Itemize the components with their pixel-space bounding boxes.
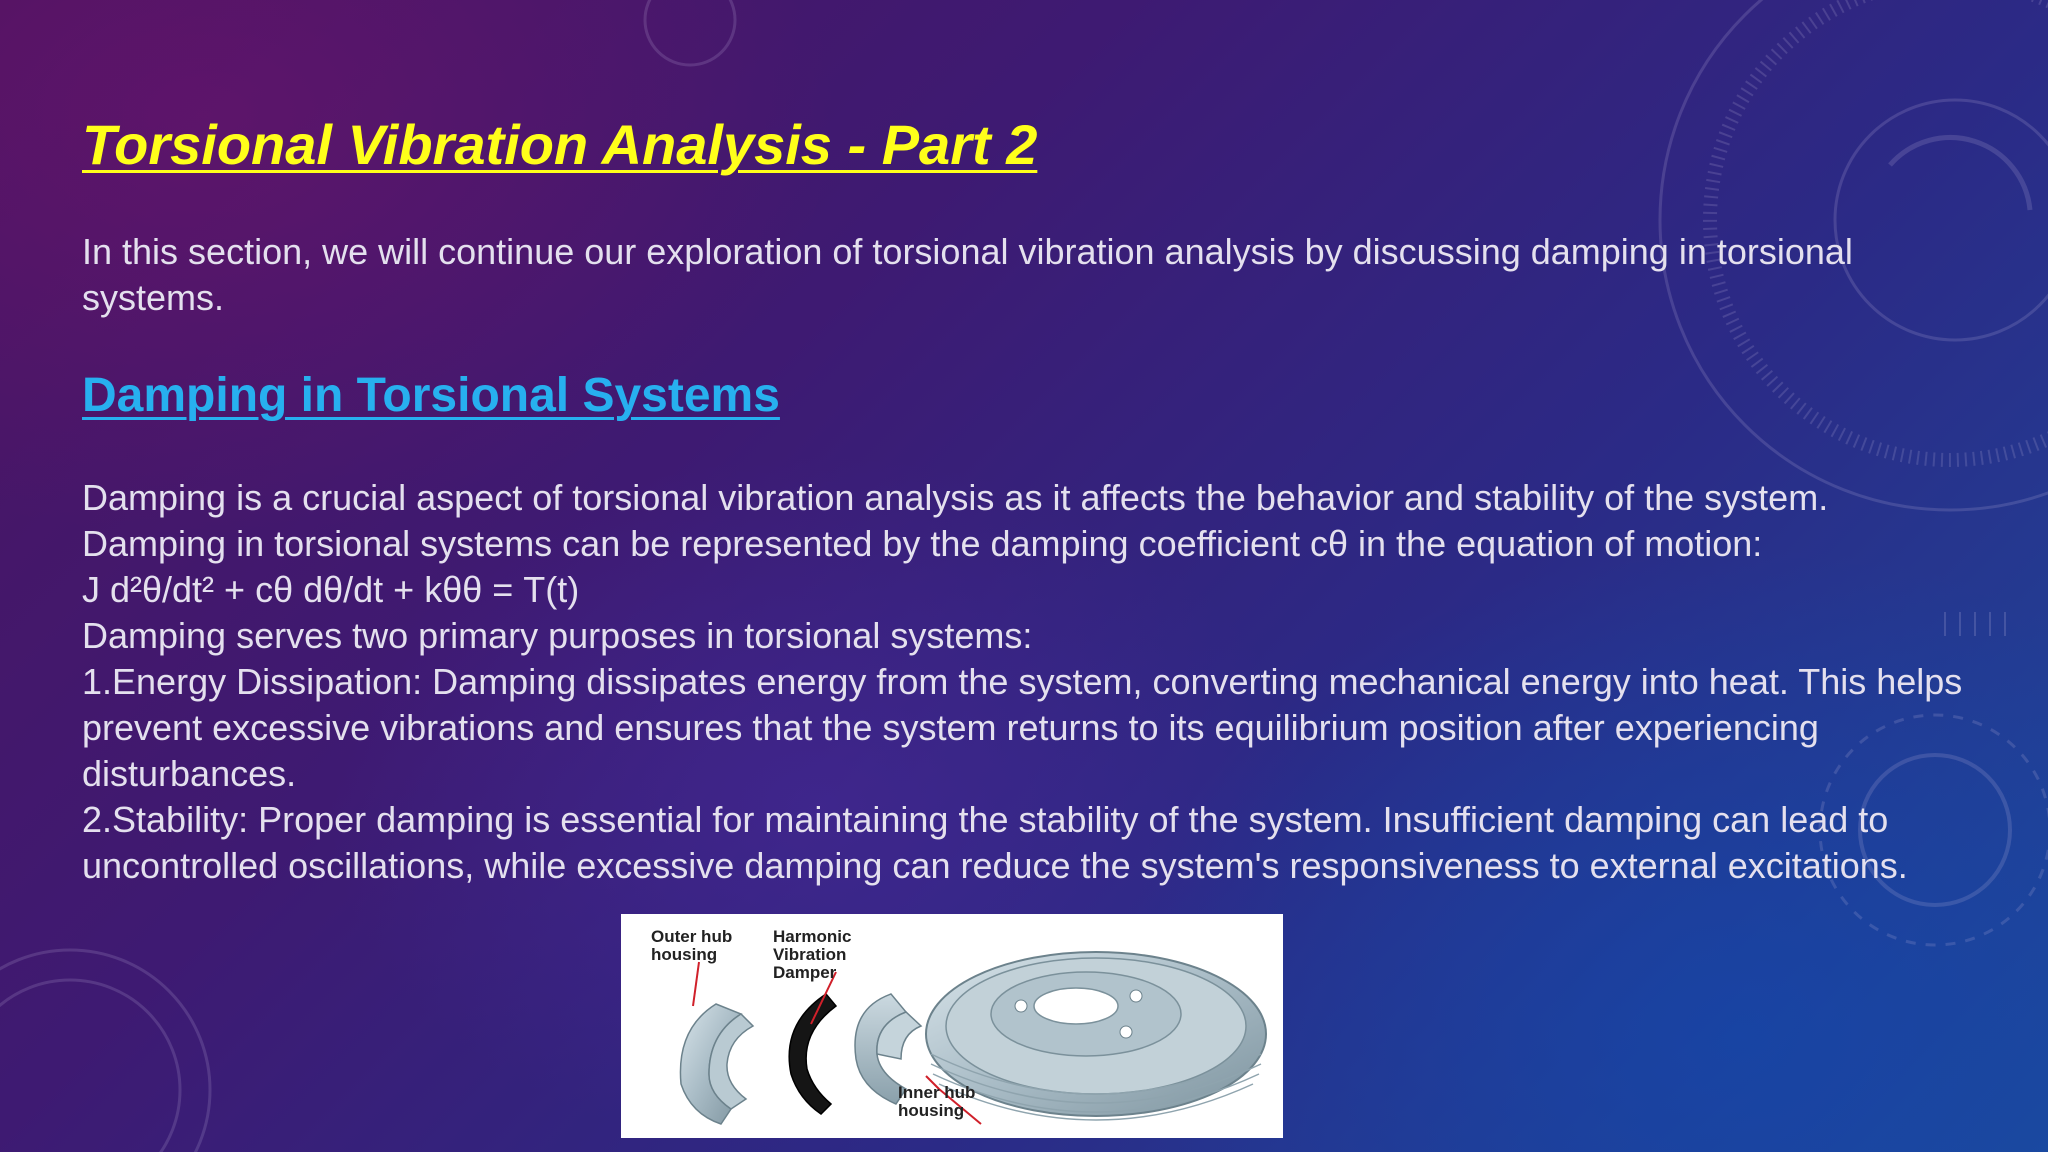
label-inner-hub-line2: housing bbox=[898, 1101, 965, 1120]
label-damper-line1: Harmonic bbox=[773, 927, 852, 946]
pulley-wheel bbox=[926, 952, 1266, 1120]
label-outer-hub-line1: Outer hub bbox=[651, 927, 733, 946]
intro-paragraph: In this section, we will continue our exploration of torsional vibration analysis by discussing damping in torsional systems. bbox=[82, 231, 1853, 318]
label-inner-hub-line1: Inner hub bbox=[898, 1083, 976, 1102]
list-item-stability: 2.Stability: Proper damping is essential for maintaining the stability of the system. Insufficient damping can lead to uncontrolled oscillations, while excessive damping can reduce the system's responsiveness to external excitations. bbox=[82, 799, 1908, 886]
outer-hub-housing-part bbox=[680, 1004, 753, 1124]
slide-title: Torsional Vibration Analysis - Part 2 bbox=[82, 113, 1038, 176]
body-paragraph-purposes-intro: Damping serves two primary purposes in torsional systems: bbox=[82, 615, 1033, 656]
label-damper-line2: Vibration bbox=[773, 945, 847, 964]
section-heading: Damping in Torsional Systems bbox=[82, 369, 780, 422]
rubber-damper-ring bbox=[789, 994, 836, 1114]
harmonic-damper-diagram bbox=[621, 914, 1283, 1138]
label-outer-hub-line2: housing bbox=[651, 945, 718, 964]
equation-of-motion: J d²θ/dt² + cθ dθ/dt + kθθ = T(t) bbox=[82, 569, 580, 610]
list-item-energy-dissipation: 1.Energy Dissipation: Damping dissipates energy from the system, converting mechanical energy into heat. This helps prevent excessive vibrations and ensures that the system returns to its equilibrium position after experiencing disturbances. bbox=[82, 661, 1963, 794]
body-text bbox=[82, 475, 2012, 889]
body-paragraph-damping-coefficient: Damping in torsional systems can be represented by the damping coefficient cθ in the equation of motion: bbox=[82, 523, 1763, 564]
label-damper-line3: Damper bbox=[773, 963, 837, 982]
body-paragraph-damping-importance: Damping is a crucial aspect of torsional vibration analysis as it affects the behavior and stability of the system. bbox=[82, 477, 1829, 518]
